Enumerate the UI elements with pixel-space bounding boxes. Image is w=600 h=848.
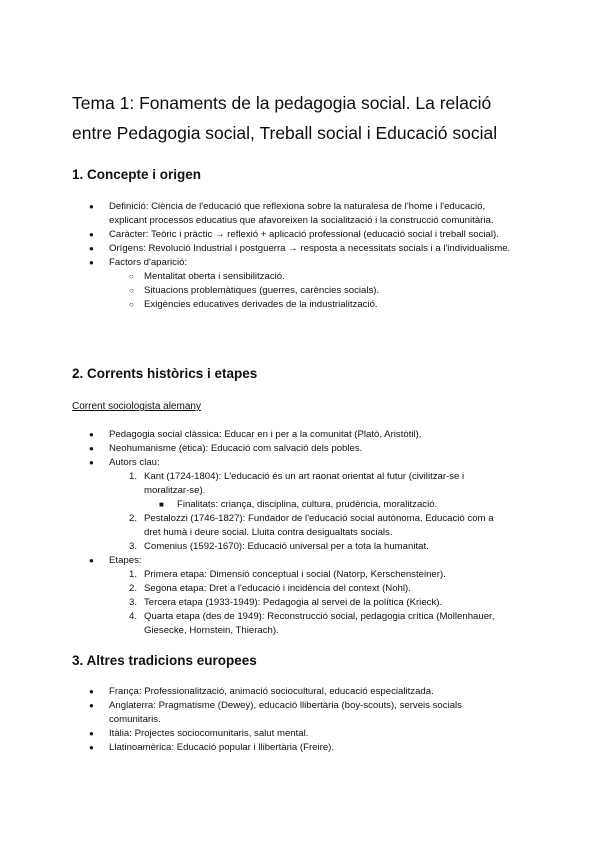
list-item: ● Orígens: Revolució Industrial i postguerra → resposta a necessitats socials i a l'individualisme. [89, 243, 511, 254]
list-item: 3. Tercera etapa (1933-1949): Pedagogia al servei de la política (Krieck). [129, 597, 443, 608]
list-item: ● Etapes: [89, 555, 142, 566]
list-item: ● Autors clau: [89, 457, 160, 468]
circle-bullet-icon: ○ [129, 272, 134, 281]
bullet-icon: ● [89, 244, 94, 253]
list-item: ● Llatinoamèrica: Educació popular i llibertària (Freire). [89, 742, 335, 753]
section-2-subheading: Corrent sociologista alemany [72, 401, 201, 412]
bullet-icon: ● [89, 258, 94, 267]
page-title [72, 88, 542, 148]
list-number: 3. [129, 597, 138, 608]
list-item: 4. Quarta etapa (des de 1949): Reconstrucció social, pedagogia crítica (Mollenhauer, Giesecke, Hornstein, Thierach). [129, 611, 495, 636]
list-number: 2. [129, 583, 138, 594]
list-item: ● Neohumanisme (ètica): Educació com salvació dels pobles. [89, 443, 363, 454]
square-bullet-icon: ■ [159, 500, 164, 509]
list-item: 2. Segona etapa: Dret a l'educació i incidència del context (Nohl). [129, 583, 411, 594]
list-item: ● Definició: Ciència de l'educació que reflexiona sobre la naturalesa de l'home i l'educació, explicant processos educatius que afavoreixen la socialització i la construcció comunitària. [89, 201, 494, 226]
bullet-icon: ● [89, 687, 94, 696]
section-3-list [72, 685, 512, 755]
section-2-list [72, 428, 512, 638]
bullet-icon: ● [89, 444, 94, 453]
list-item: ○ Mentalitat oberta i sensibilització. [129, 271, 285, 282]
list-item: ● Pedagogia social clàssica: Educar en i per a la comunitat (Plató, Aristòtil). [89, 429, 422, 440]
bullet-icon: ● [89, 701, 94, 710]
circle-bullet-icon: ○ [129, 286, 134, 295]
title-line-2: entre Pedagogia social, Treball social i Educació social [72, 123, 498, 143]
list-item: 3. Comenius (1592-1670): Educació universal per a tota la humanitat. [129, 541, 429, 552]
bullet-icon: ● [89, 743, 94, 752]
section-1-list [72, 200, 512, 312]
bullet-icon: ● [89, 458, 94, 467]
list-item: ● Factors d'aparició: [89, 257, 188, 268]
section-1-heading: 1. Concepte i origen [72, 167, 202, 182]
section-3-heading: 3. Altres tradicions europees [72, 653, 257, 668]
list-item: ● Itàlia: Projectes sociocomunitaris, salut mental. [89, 728, 309, 739]
list-item: 1. Kant (1724-1804): L'educació és un art raonat orientat al futur (civilitzar-se i moralitzar-se). [129, 471, 465, 496]
list-item: 1. Primera etapa: Dimensió conceptual i social (Natorp, Kerschensteiner). [129, 569, 446, 580]
list-number: 4. [129, 611, 138, 622]
title-line-1: Tema 1: Fonaments de la pedagogia social. La relació [72, 93, 492, 113]
list-item: ● Anglaterra: Pragmatisme (Dewey), educació llibertària (boy-scouts), serveis socials comunitaris. [89, 700, 462, 725]
list-item: ○ Situacions problemàtiques (guerres, carències socials). [129, 285, 380, 296]
list-item: 2. Pestalozzi (1746-1827): Fundador de l'educació social autònoma. Educació com a dret humà i deure social. Lluita contra desigualtats socials. [129, 513, 494, 538]
bullet-icon: ● [89, 202, 94, 211]
section-2-heading: 2. Corrents històrics i etapes [72, 366, 258, 381]
list-number: 1. [129, 569, 138, 580]
list-number: 3. [129, 541, 138, 552]
list-item: ○ Exigències educatives derivades de la industrialització. [129, 299, 378, 310]
list-number: 2. [129, 513, 138, 524]
list-item: ● França: Professionalització, animació sociocultural, educació especialitzada. [89, 686, 434, 697]
list-number: 1. [129, 471, 138, 482]
circle-bullet-icon: ○ [129, 300, 134, 309]
bullet-icon: ● [89, 729, 94, 738]
bullet-icon: ● [89, 556, 94, 565]
bullet-icon: ● [89, 230, 94, 239]
list-item: ● Caràcter: Teòric i pràctic → reflexió + aplicació professional (educació social i treball social). [89, 229, 499, 240]
list-item: ■ Finalitats: criança, disciplina, cultura, prudència, moralització. [159, 499, 438, 510]
bullet-icon: ● [89, 430, 94, 439]
